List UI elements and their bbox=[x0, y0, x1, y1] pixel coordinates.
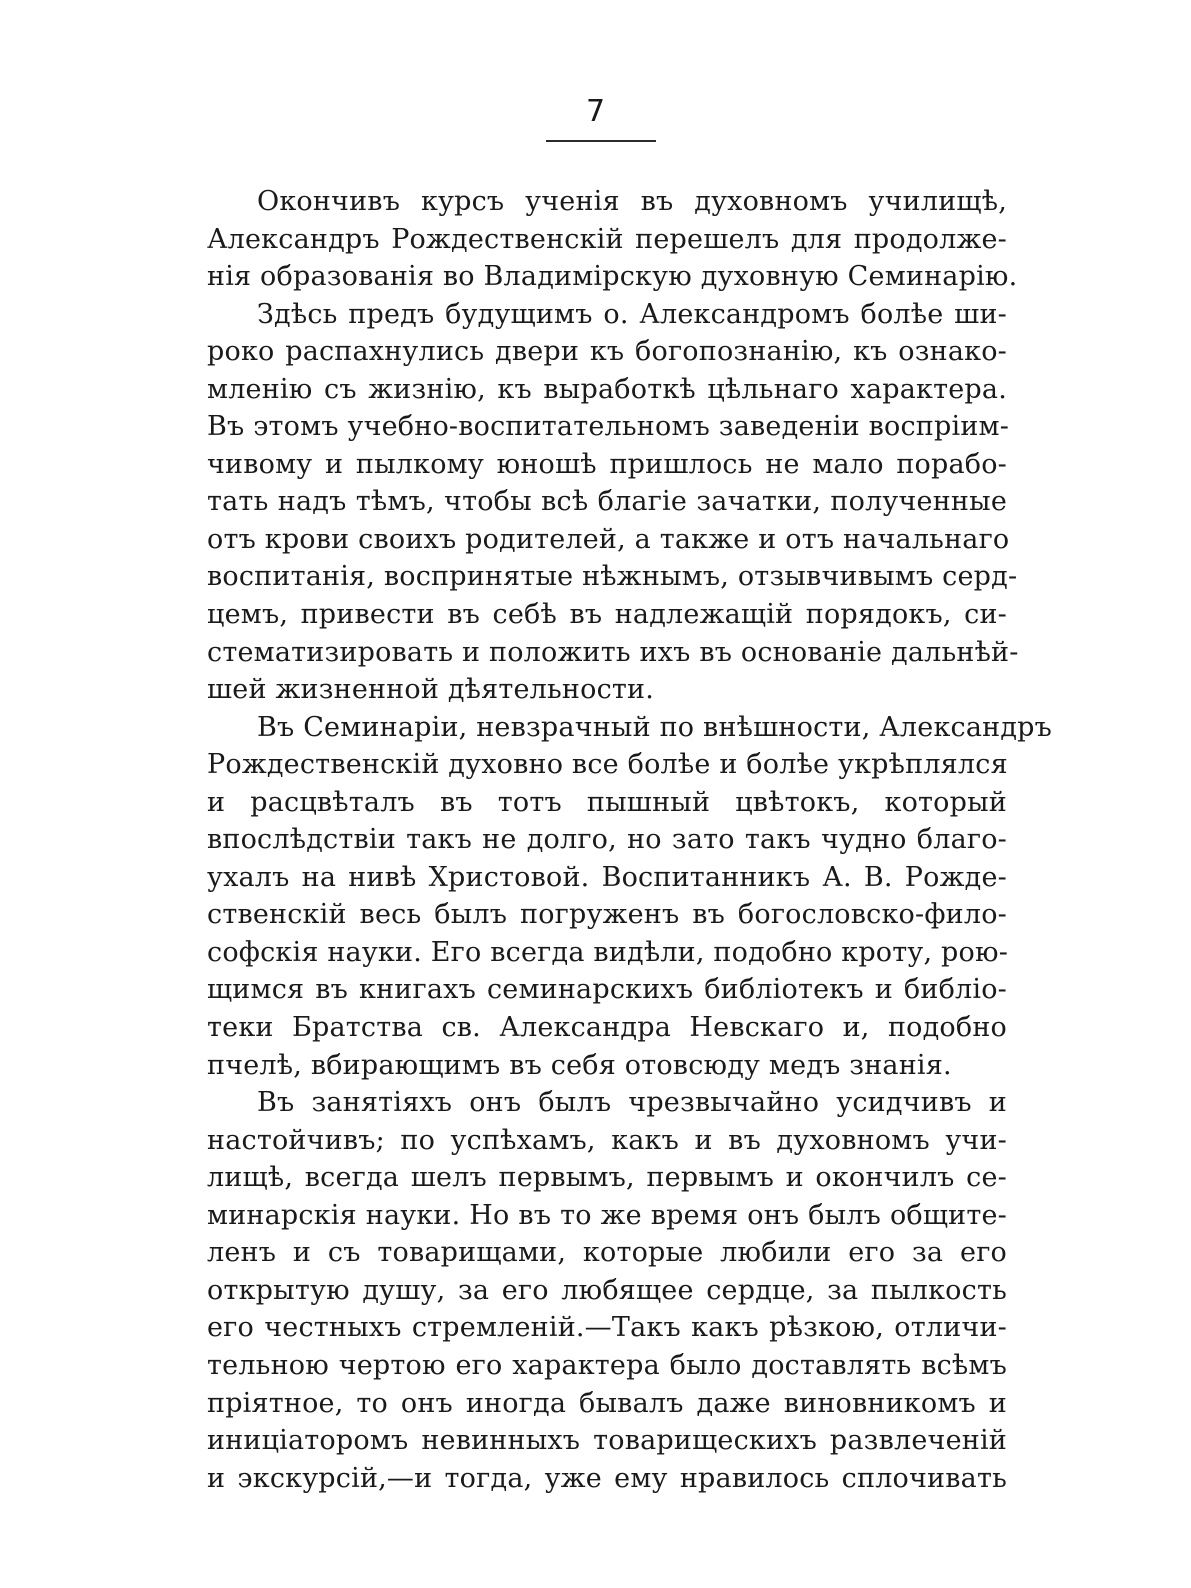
text-line: отъ крови своихъ родителей, а также и отъ начальнаго bbox=[207, 523, 1010, 555]
text-line: минарскія науки. Но въ то же время онъ былъ общите- bbox=[207, 1199, 1007, 1231]
text-line: впослѣдствіи такъ не долго, но зато такъ чудно благо- bbox=[207, 824, 1007, 856]
text-line: лищѣ, всегда шелъ первымъ, первымъ и окончилъ се- bbox=[207, 1162, 1007, 1194]
text-line: Здѣсь предъ будущимъ о. Александромъ болѣе ши- bbox=[257, 298, 1007, 330]
text-line: стематизировать и положить ихъ въ основаніе дальнѣй- bbox=[207, 636, 1019, 668]
text-line: цемъ, привести въ себѣ въ надлежащій порядокъ, си- bbox=[207, 599, 1007, 631]
text-line: софскія науки. Его всегда видѣли, подобно кроту, рою- bbox=[207, 936, 1009, 968]
text-line: его честныхъ стремленій.—Такъ какъ рѣзкою, отличи- bbox=[207, 1312, 1007, 1344]
page-number: 7 bbox=[585, 94, 606, 129]
text-line: Рождественскій духовно все болѣе и болѣе укрѣплялся bbox=[207, 749, 1008, 781]
text-line: мленію съ жизнію, къ выработкѣ цѣльнаго характера. bbox=[207, 373, 1007, 405]
text-line: щимся въ книгахъ семинарскихъ библіотекъ и библіо- bbox=[207, 974, 1007, 1006]
text-line: теки Братства св. Александра Невскаго и, подобно bbox=[207, 1012, 1007, 1044]
text-line: Александръ Рождественскій перешелъ для продолже- bbox=[207, 223, 1007, 255]
text-line: пріятное, то онъ иногда бывалъ даже виновникомъ и bbox=[207, 1387, 1007, 1419]
text-line: пчелѣ, вбирающимъ въ себя отовсюду медъ знанія. bbox=[207, 1049, 952, 1081]
text-line: ственскій весь былъ погруженъ въ богословско-фило- bbox=[207, 899, 1007, 931]
text-line: нія образованія во Владимірскую духовную Семинарію. bbox=[207, 261, 1018, 293]
text-line: и экскурсій,—и тогда, уже ему нравилось сплочивать bbox=[207, 1462, 1007, 1494]
header-rule bbox=[546, 140, 656, 142]
text-line: ухалъ на нивѣ Христовой. Воспитанникъ А. В. Рожде- bbox=[207, 861, 1007, 893]
body-text bbox=[207, 183, 1053, 1497]
text-line: роко распахнулись двери къ богопознанію, къ ознако- bbox=[207, 336, 1007, 368]
text-line: шей жизненной дѣятельности. bbox=[207, 674, 655, 706]
text-line: настойчивъ; по успѣхамъ, какъ и въ духовномъ учи- bbox=[207, 1124, 1007, 1156]
text-line: тать надъ тѣмъ, чтобы всѣ благіе зачатки, полученные bbox=[207, 486, 1007, 518]
text-line: Въ Семинаріи, невзрачный по внѣшности, Александръ bbox=[257, 711, 1053, 743]
text-line: тельною чертою его характера было доставлять всѣмъ bbox=[207, 1349, 1007, 1381]
text-line: Окончивъ курсъ ученія въ духовномъ училищѣ, bbox=[257, 186, 1007, 217]
text-line: чивому и пылкому юношѣ пришлось не мало порабо- bbox=[207, 448, 1007, 480]
text-line: и расцвѣталъ въ тотъ пышный цвѣтокъ, который bbox=[207, 786, 1007, 818]
text-line: ленъ и съ товарищами, которые любили его за его bbox=[207, 1237, 1007, 1269]
text-line: Въ этомъ учебно-воспитательномъ заведеніи воспріим- bbox=[207, 411, 1010, 443]
text-line: воспитанія, воспринятые нѣжнымъ, отзывчивымъ серд- bbox=[207, 561, 1018, 593]
text-line: открытую душу, за его любящее сердце, за пылкость bbox=[207, 1274, 1007, 1306]
text-line: иниціаторомъ невинныхъ товарищескихъ развлеченій bbox=[207, 1425, 1007, 1457]
text-line: Въ занятіяхъ онъ былъ чрезвычайно усидчивъ и bbox=[257, 1087, 1007, 1119]
